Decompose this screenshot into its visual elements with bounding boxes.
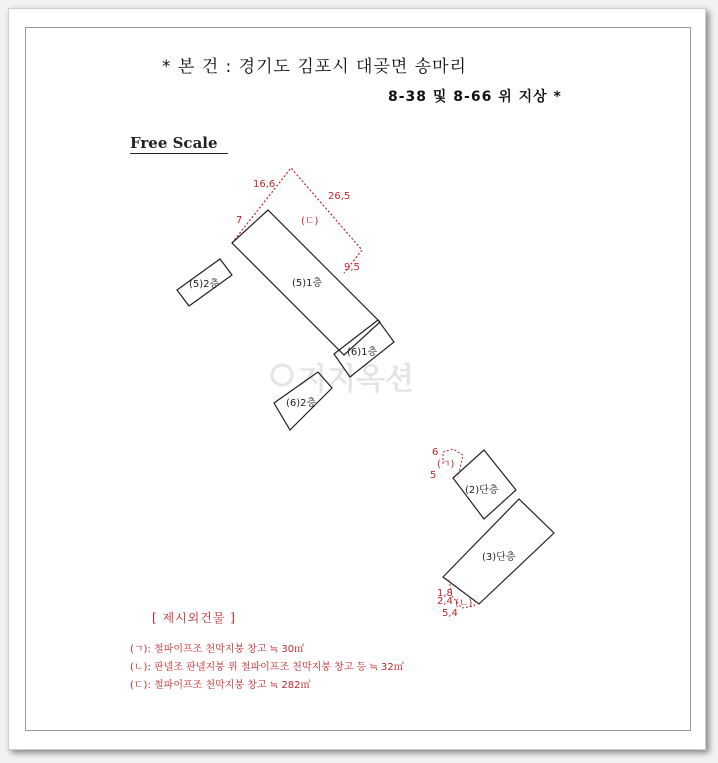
legend-item-a: (ㄱ): 철파이프조 천막지붕 창고 ≒ 30㎡	[130, 644, 305, 655]
legend-title: [ 제시외건물 ]	[152, 611, 236, 625]
annex-b-dim-1: 1,8	[437, 588, 453, 599]
annex-a-dim-1: 6	[432, 447, 439, 458]
annex-c-dim-1: 16,6	[253, 179, 276, 190]
annex-a-label: (ㄱ)	[437, 459, 455, 470]
annex-b-dim-3: 5,4	[442, 608, 458, 619]
building-2-label: (2)단층	[465, 485, 499, 496]
watermark-text: 지지옥션	[298, 362, 414, 397]
building-3-label: (3)단층	[482, 552, 516, 563]
annex-b-label: (ㄴ)	[455, 598, 473, 609]
legend-item-c: (ㄷ): 철파이프조 천막지붕 창고 ≒ 282㎡	[130, 680, 311, 691]
scale-label: Free Scale	[130, 134, 228, 154]
building-5-2-label: (5)2층	[189, 279, 220, 290]
building-6-1-label: (6)1층	[347, 347, 378, 358]
annex-c-dim-3: 7	[236, 215, 243, 226]
annex-c-dim-4: 9,5	[344, 262, 360, 273]
title-address: * 본 건 : 경기도 김포시 대곶면 송마리	[162, 57, 467, 77]
annex-c-dim-2: 26,5	[328, 191, 351, 202]
title-lot-numbers: 8-38 및 8-66 위 지상 *	[388, 89, 562, 105]
annex-c-label: (ㄷ)	[301, 216, 319, 227]
annex-a-dim-2: 5	[430, 470, 437, 481]
annex-b-dim-2: 2,4	[437, 596, 453, 607]
building-5-1-label: (5)1층	[292, 278, 323, 289]
building-6-2-label: (6)2층	[286, 398, 317, 409]
annex-c-outline	[232, 168, 362, 273]
legend-item-b: (ㄴ): 판넬조 판넬지붕 위 철파이프조 천막지붕 창고 등 ≒ 32㎡	[130, 662, 404, 673]
